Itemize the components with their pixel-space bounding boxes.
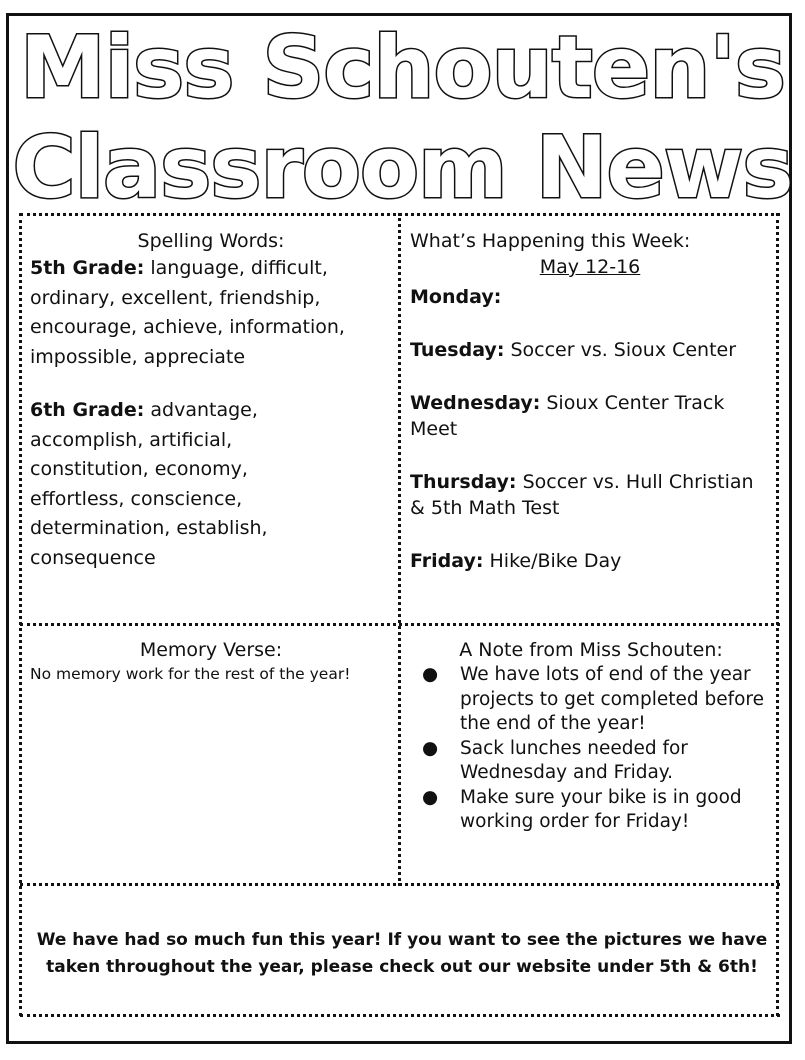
fifth-grade-words <box>30 254 392 372</box>
note-list <box>410 663 772 835</box>
sixth-grade-line-4: effortless, conscience, <box>30 487 243 510</box>
day-tuesday <box>410 337 770 363</box>
week-section <box>410 228 770 601</box>
note-heading: A Note from Miss Schouten: <box>459 639 723 661</box>
bullet-icon: ● <box>422 737 439 759</box>
day-tuesday-label: Tuesday: <box>410 339 505 361</box>
spelling-heading: Spelling Words: <box>137 230 285 252</box>
sixth-grade-words <box>30 396 392 573</box>
fifth-grade-line-1: language, difficult, <box>150 257 328 279</box>
sixth-grade-line-5: determination, establish, <box>30 517 268 539</box>
sixth-grade-line-1: advantage, <box>150 399 258 421</box>
week-dates <box>410 254 770 280</box>
fifth-grade-label: 5th Grade: <box>30 257 145 279</box>
newsletter-title-line1: Miss Schouten's <box>19 18 785 118</box>
fifth-grade-line-2: ordinary, excellent, friendship, <box>30 286 321 309</box>
newsletter-title-line2: Classroom News <box>12 118 793 218</box>
week-heading: What’s Happening this Week: <box>410 230 691 252</box>
day-thursday <box>410 469 770 521</box>
note-item: ● We have lots of end of the year projects to get completed before the end of the year! <box>422 664 765 734</box>
memory-text: No memory work for the rest of the year! <box>30 665 351 683</box>
day-tuesday-text: Soccer vs. Sioux Center <box>510 339 737 361</box>
day-monday <box>410 284 770 310</box>
divider-center <box>398 213 401 886</box>
note-section <box>410 637 772 835</box>
note-item: ● Sack lunches needed for Wednesday and Friday. <box>422 737 688 783</box>
day-friday-label: Friday: <box>410 550 484 572</box>
divider-right <box>776 213 779 1016</box>
week-dates-text: May 12-16 <box>539 256 641 278</box>
day-monday-label: Monday: <box>410 286 502 308</box>
day-thursday-text: Soccer vs. Hull Christian & 5th Math Test <box>410 471 754 519</box>
day-wednesday <box>410 390 770 442</box>
sixth-grade-line-3: constitution, economy, <box>30 458 248 480</box>
memory-section <box>30 637 360 685</box>
footer-message: We have had so much fun this year! If you want to see the pictures we have taken throughout the year, please check out our website under 5th & 6th! <box>36 930 768 977</box>
sixth-grade-line-2: accomplish, artificial, <box>30 428 233 451</box>
memory-heading: Memory Verse: <box>139 639 283 661</box>
day-wednesday-text: Sioux Center Track Meet <box>410 392 725 440</box>
day-friday <box>410 548 770 574</box>
sixth-grade-line-6: consequence <box>30 546 156 569</box>
day-thursday-label: Thursday: <box>410 471 517 493</box>
fifth-grade-line-3: encourage, achieve, information, <box>30 316 345 338</box>
day-friday-text: Hike/Bike Day <box>489 550 622 572</box>
bullet-icon: ● <box>422 664 439 685</box>
note-item: ● Make sure your bike is in good working order for Friday! <box>422 786 742 832</box>
sixth-grade-label: 6th Grade: <box>30 399 145 421</box>
divider-left <box>19 213 22 1016</box>
divider-bottom <box>20 1014 780 1017</box>
spelling-section <box>30 228 392 573</box>
bullet-icon: ● <box>422 786 439 808</box>
day-wednesday-label: Wednesday: <box>410 392 541 414</box>
fifth-grade-line-4: impossible, appreciate <box>30 345 246 368</box>
